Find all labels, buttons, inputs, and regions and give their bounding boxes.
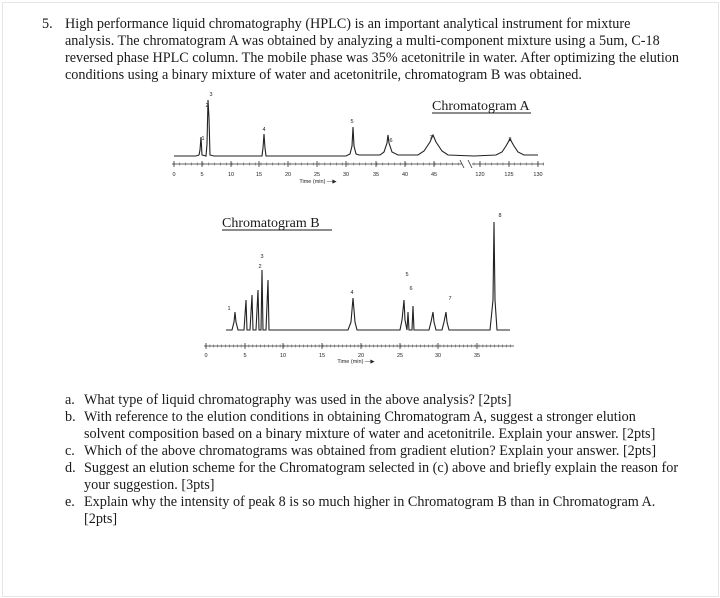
chart-a-title: Chromatogram A (432, 99, 530, 114)
question-number: 5. (42, 16, 53, 32)
peak-label: 5 (405, 272, 409, 278)
intro-line: analysis. The chromatogram A was obtained by analyzing a multi-component mixture using a 5um, C-18 (65, 33, 660, 49)
intro-line: reversed phase HPLC column. The mobile phase was 35% acetonitrile in water. After optimizing the elution (65, 50, 679, 66)
tick-label: 10 (227, 172, 235, 178)
sub-question-label: c. (65, 443, 75, 459)
chromatogram-b (204, 213, 514, 365)
tick-label: 125 (504, 172, 514, 178)
tick-label: 120 (475, 172, 485, 178)
tick-label: 15 (318, 353, 326, 359)
tick-label: 0 (204, 353, 208, 359)
tick-label: 10 (279, 353, 287, 359)
intro-line: conditions using a binary mixture of water and acetonitrile, chromatogram B was obtained. (65, 67, 582, 83)
tick-label: 40 (401, 172, 409, 178)
sub-question-text: [2pts] (84, 511, 118, 527)
sub-question-label: d. (65, 460, 76, 476)
sub-question-label: a. (65, 392, 75, 408)
tick-label: 0 (172, 172, 176, 178)
tick-label: 25 (313, 172, 321, 178)
sub-question-label: b. (65, 409, 76, 425)
peak-label: 7 (448, 296, 452, 302)
peak-label: 1 (227, 306, 231, 312)
tick-label: 30 (342, 172, 350, 178)
tick-label: 5 (200, 172, 204, 178)
x-axis-label: Time (min) —▶ (299, 179, 337, 185)
peak-label: 2 (205, 103, 209, 109)
axis-break-mark (460, 160, 472, 168)
peak-label: 6 (409, 286, 413, 292)
chromatogram-a (172, 92, 544, 185)
tick-label: 20 (284, 172, 292, 178)
sub-question-b (65, 409, 705, 443)
peak-label: 6 (389, 138, 393, 144)
sub-question-text: What type of liquid chromatography was used in the above analysis? [2pts] (84, 392, 512, 408)
peak-label: 3 (209, 92, 213, 98)
sub-question-label: e. (65, 494, 75, 510)
tick-label: 15 (255, 172, 263, 178)
sub-question-text: solvent composition based on a binary mixture of water and acetonitrile. Explain your answer. [2pts] (84, 426, 656, 442)
chart-b-x-axis (204, 343, 514, 365)
intro-line: High performance liquid chromatography (HPLC) is an important analytical instrument for mixture (65, 16, 631, 32)
tick-label: 25 (396, 353, 404, 359)
sub-question-text: Explain why the intensity of peak 8 is so much higher in Chromatogram B than in Chromatogram A. (84, 494, 656, 510)
tick-label: 130 (533, 172, 543, 178)
sub-question-d (65, 460, 705, 494)
sub-question-text: Which of the above chromatograms was obtained from gradient elution? Explain your answer. [2pts] (84, 443, 657, 459)
sub-question-e (65, 494, 705, 528)
tick-label: 35 (372, 172, 380, 178)
sub-question-text: With reference to the elution conditions in obtaining Chromatogram A, suggest a stronger elution (84, 409, 636, 425)
peak-label: 1 (201, 136, 205, 142)
chart-a-x-axis (172, 160, 544, 185)
peak-label: 7 (429, 135, 433, 141)
peak-label: 4 (262, 127, 266, 133)
sub-question-text: your suggestion. [3pts] (84, 477, 215, 493)
x-axis-label: Time (min) —▶ (337, 359, 375, 365)
peak-label: 2 (258, 264, 262, 270)
sub-question-c (65, 443, 705, 460)
sub-question-a (65, 392, 705, 409)
sub-question-list (65, 392, 705, 528)
peak-label: 8 (508, 137, 512, 143)
tick-label: 35 (473, 353, 481, 359)
peak-label: 3 (260, 254, 264, 260)
tick-label: 20 (357, 353, 365, 359)
tick-label: 30 (434, 353, 442, 359)
tick-label: 45 (430, 172, 438, 178)
peak-label: 8 (498, 213, 502, 219)
peak-label: 4 (350, 290, 354, 296)
chart-b-title: Chromatogram B (222, 216, 320, 231)
peak-label: 5 (350, 119, 354, 125)
chart-b-trace (226, 222, 510, 330)
tick-label: 5 (243, 353, 247, 359)
sub-question-text: Suggest an elution scheme for the Chromatogram selected in (c) above and briefly explain the reason for (84, 460, 679, 476)
